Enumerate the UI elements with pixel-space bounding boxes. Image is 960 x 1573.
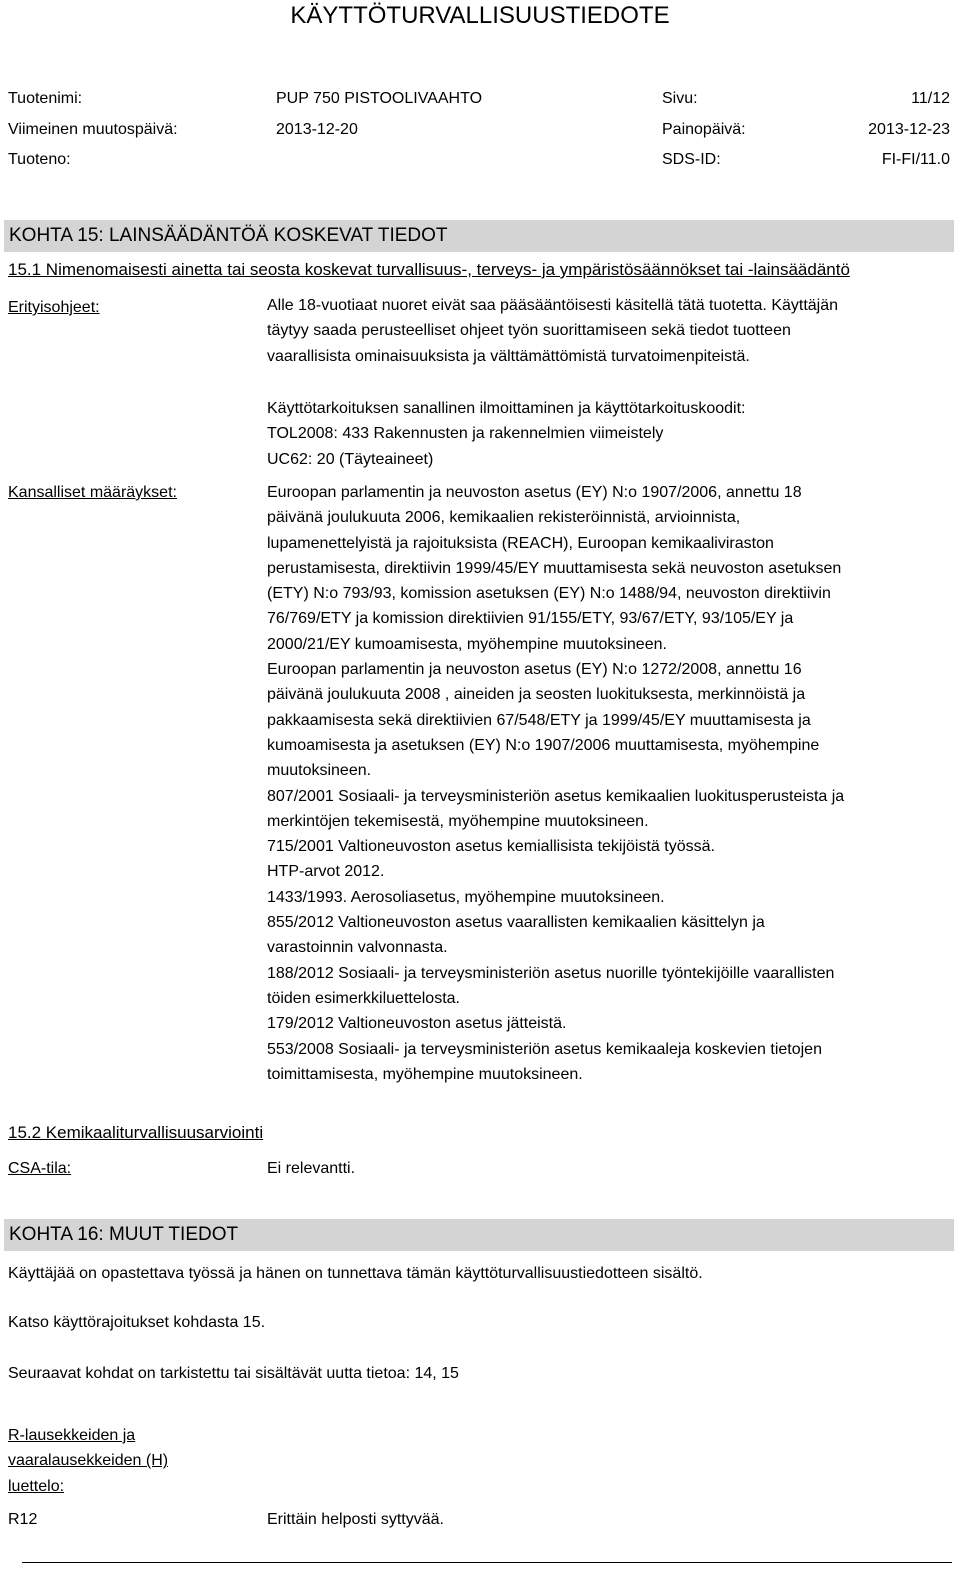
r-phrase-code: R12: [8, 1511, 38, 1528]
text-line: Euroopan parlamentin ja neuvoston asetus (EY) N:o 1272/2008, annettu 16: [267, 661, 802, 679]
text-line: toimittamisesta, myöhempine muutoksineen.: [267, 1065, 583, 1083]
text-line: merkintöjen tekemisestä, myöhempine muutoksineen.: [267, 812, 649, 830]
text-line: päivänä joulukuuta 2008 , aineiden ja seosten luokituksesta, merkinnöistä ja: [267, 686, 806, 704]
page-label: Sivu:: [662, 90, 698, 107]
text-line: lupamenettelyistä ja rajoituksista (REACH), Euroopan kemikaaliviraston: [267, 534, 774, 552]
text-line: kumoamisesta ja asetuksen (EY) N:o 1907/2006 muuttamisesta, myöhempine: [267, 736, 820, 754]
text-line: pakkaamisesta sekä direktiivien 67/548/ETY ja 1999/45/EY muuttamisesta ja: [267, 711, 811, 729]
text-line: varastoinnin valvonnasta.: [267, 939, 448, 957]
r-phrase-list-label: [8, 1423, 168, 1499]
text-line: 855/2012 Valtioneuvoston asetus vaarallisten kemikaalien käsittelyn ja: [267, 914, 765, 932]
text-line: 179/2012 Valtioneuvoston asetus jätteistä.: [267, 1015, 567, 1033]
text-line: UC62: 20 (Täyteaineet): [267, 450, 434, 468]
text-line: R-lausekkeiden ja: [8, 1427, 136, 1444]
text-line: Alle 18-vuotiaat nuoret eivät saa pääsääntöisesti käsitellä tätä tuotetta. Käyttäjän: [267, 297, 839, 314]
text-line: (ETY) N:o 793/93, komission asetuksen (EY) N:o 1488/94, neuvoston direktiivin: [267, 585, 831, 603]
r-phrase-text: Erittäin helposti syttyvää.: [267, 1511, 444, 1528]
product-number-label: Tuoteno:: [8, 151, 71, 168]
text-line: TOL2008: 433 Rakennusten ja rakennelmien viimeistely: [267, 425, 664, 443]
revision-date-label: Viimeinen muutospäivä:: [8, 121, 178, 138]
special-instructions-label: Erityisohjeet:: [8, 299, 100, 316]
section-16-paragraph-1: Käyttäjää on opastettava työssä ja hänen on tunnettava tämän käyttöturvallisuustiedotteen sisältö.: [8, 1265, 703, 1282]
print-date-label: Painopäivä:: [662, 121, 746, 138]
header-row-revision-date: [0, 117, 960, 143]
text-line: 2000/21/EY kumoamisesta, myöhempine muutoksineen.: [267, 635, 667, 653]
text-line: Käyttötarkoituksen sanallinen ilmoittaminen ja käyttötarkoituskoodit:: [267, 400, 746, 417]
subsection-15-1-heading: 15.1 Nimenomaisesti ainetta tai seosta koskevat turvallisuus-, terveys- ja ympäristösäännökset tai -lainsäädäntö: [8, 260, 850, 279]
footer-divider: [22, 1562, 952, 1563]
text-line: töiden esimerkkiluettelosta.: [267, 989, 460, 1007]
text-line: täytyy saada perusteelliset ohjeet työn suorittamiseen sekä tiedot tuotteen: [267, 322, 791, 340]
product-name-value: PUP 750 PISTOOLIVAAHTO: [276, 90, 483, 107]
text-line: 553/2008 Sosiaali- ja terveysministeriön asetus kemikaaleja koskevien tietojen: [267, 1040, 822, 1058]
subsection-15-2-heading: 15.2 Kemikaaliturvallisuusarviointi: [8, 1123, 264, 1142]
revision-date-value: 2013-12-20: [276, 121, 358, 138]
section-16-paragraph-3: Seuraavat kohdat on tarkistettu tai sisältävät uutta tietoa: 14, 15: [8, 1365, 459, 1382]
print-date-value: 2013-12-23: [868, 121, 950, 138]
text-line: 188/2012 Sosiaali- ja terveysministeriön asetus nuorille työntekijöille vaarallisten: [267, 964, 835, 982]
csa-status-label: CSA-tila:: [8, 1160, 72, 1177]
header-row-product-number: [0, 147, 960, 173]
text-line: päivänä joulukuuta 2006, kemikaalien rekisteröinnistä, arvioinnista,: [267, 509, 741, 527]
text-line: 807/2001 Sosiaali- ja terveysministeriön asetus kemikaalien luokitusperusteista ja: [267, 787, 845, 805]
text-line: HTP-arvot 2012.: [267, 863, 385, 881]
sds-id-label: SDS-ID:: [662, 151, 721, 168]
document-title: KÄYTTÖTURVALLISUUSTIEDOTE: [290, 2, 670, 29]
text-line: Euroopan parlamentin ja neuvoston asetus (EY) N:o 1907/2006, annettu 18: [267, 484, 802, 501]
text-line: 1433/1993. Aerosoliasetus, myöhempine muutoksineen.: [267, 888, 665, 906]
text-line: luettelo:: [8, 1477, 65, 1495]
national-regulations-label: Kansalliset määräykset:: [8, 484, 177, 501]
text-line: vaarallisista ominaisuuksista ja välttämättömistä turvatoimenpiteistä.: [267, 347, 750, 365]
header-row-product-name: [0, 86, 960, 112]
use-codes-text: [267, 396, 952, 472]
page-value: 11/12: [911, 90, 950, 107]
product-name-label: Tuotenimi:: [8, 90, 83, 107]
text-line: vaaralausekkeiden (H): [8, 1452, 169, 1470]
text-line: muutoksineen.: [267, 762, 372, 780]
csa-status-value: Ei relevantti.: [267, 1160, 356, 1177]
text-line: 715/2001 Valtioneuvoston asetus kemiallisista tekijöistä työssä.: [267, 838, 715, 856]
section-16-header: KOHTA 16: MUUT TIEDOT: [4, 1219, 954, 1251]
section-16-paragraph-2: Katso käyttörajoitukset kohdasta 15.: [8, 1314, 266, 1331]
text-line: perustamisesta, direktiivin 1999/45/EY muuttamisesta sekä neuvoston asetuksen: [267, 559, 842, 577]
section-15-header: KOHTA 15: LAINSÄÄDÄNTÖÄ KOSKEVAT TIEDOT: [4, 220, 954, 252]
special-instructions-text: [267, 293, 952, 369]
sds-id-value: FI-FI/11.0: [881, 151, 950, 168]
text-line: 76/769/ETY ja komission direktiivien 91/155/ETY, 93/67/ETY, 93/105/EY ja: [267, 610, 794, 628]
national-regulations-text: [267, 480, 952, 1087]
